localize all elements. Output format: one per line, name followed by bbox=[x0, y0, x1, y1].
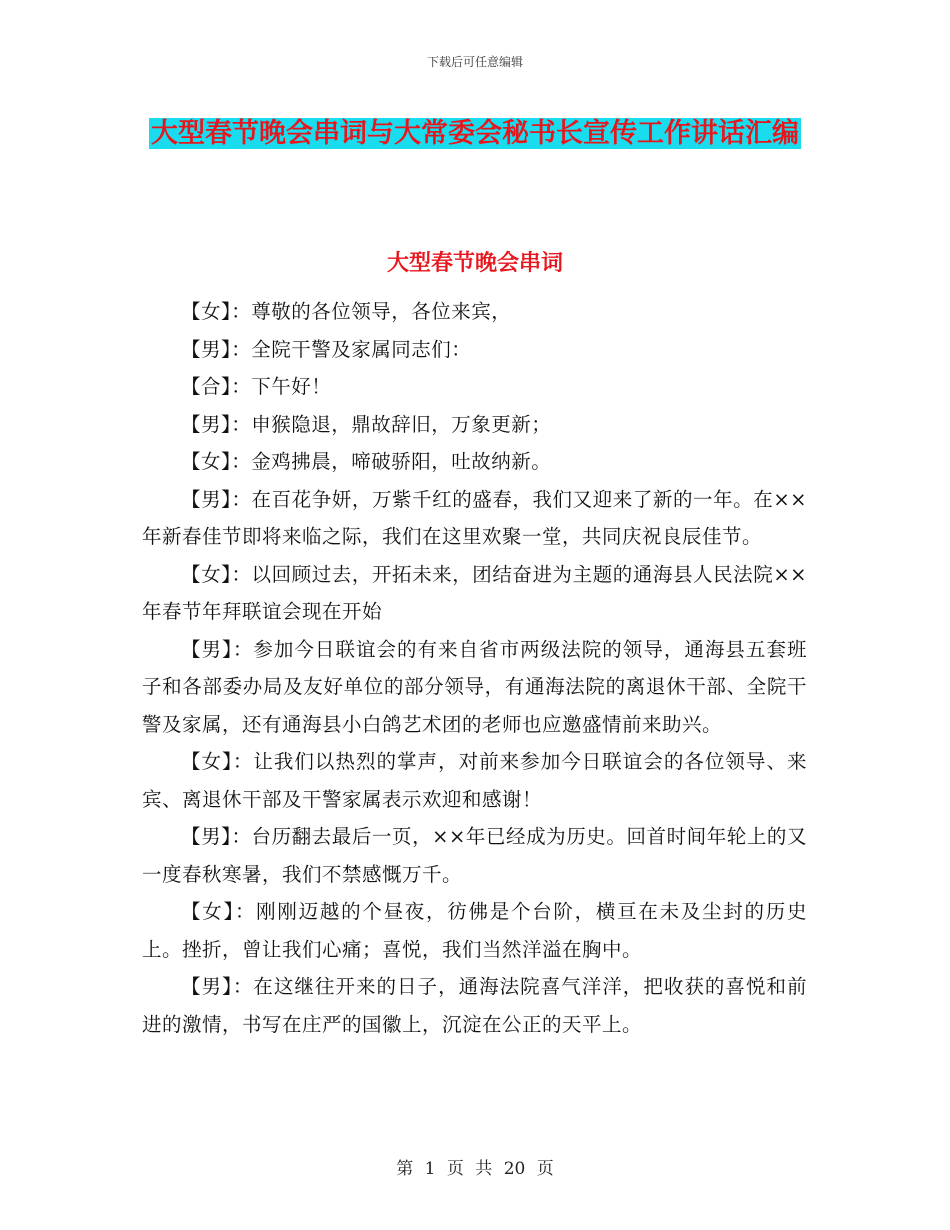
document-title-text: 大型春节晚会串词与大常委会秘书长宣传工作讲话汇编 bbox=[151, 118, 799, 149]
document-body bbox=[142, 293, 807, 1043]
paragraph: 【男】：在百花争妍，万紫千红的盛春，我们又迎来了新的一年。在××年新春佳节即将来临之际，我们在这里欢聚一堂，共同庆祝良辰佳节。 bbox=[142, 487, 807, 548]
paragraph: 【男】：台历翻去最后一页，××年已经成为历史。回首时间年轮上的又一度春秋寒暑，我们不禁感慨万千。 bbox=[142, 825, 807, 886]
paragraph: 【男】：申猴隐退，鼎故辞旧，万象更新； bbox=[181, 412, 552, 436]
page-number-footer: 第 1 页 共 20 页 bbox=[396, 1159, 554, 1179]
paragraph: 【女】：让我们以热烈的掌声，对前来参加今日联谊会的各位领导、来宾、离退休干部及干警家属表示欢迎和感谢！ bbox=[142, 750, 807, 811]
paragraph: 【男】：全院干警及家属同志们： bbox=[181, 337, 472, 361]
document-title bbox=[140, 108, 810, 160]
paragraph: 【女】：刚刚迈越的个昼夜，彷佛是个台阶，横亘在未及尘封的历史上。挫折，曾让我们心痛；喜悦，我们当然洋溢在胸中。 bbox=[142, 900, 807, 961]
paragraph: 【男】：在这继往开来的日子，通海法院喜气洋洋，把收获的喜悦和前进的激情，书写在庄严的国徽上，沉淀在公正的天平上。 bbox=[142, 975, 807, 1036]
paragraph: 【女】：以回顾过去，开拓未来，团结奋进为主题的通海县人民法院××年春节年拜联谊会现在开始 bbox=[142, 562, 807, 623]
page-header-note: 下载后可任意编辑 bbox=[426, 55, 523, 69]
paragraph: 【女】：金鸡拂晨，啼破骄阳，吐故纳新。 bbox=[181, 450, 552, 473]
paragraph: 【女】：尊敬的各位领导，各位来宾， bbox=[181, 300, 512, 323]
section-title: 大型春节晚会串词 bbox=[386, 251, 563, 276]
paragraph: 【合】：下午好！ bbox=[181, 375, 332, 398]
paragraph: 【男】：参加今日联谊会的有来自省市两级法院的领导，通海县五套班子和各部委办局及友好单位的部分领导，有通海法院的离退休干部、全院干警及家属，还有通海县小白鸽艺术团的老师也应邀盛情前来助兴。 bbox=[142, 637, 807, 736]
